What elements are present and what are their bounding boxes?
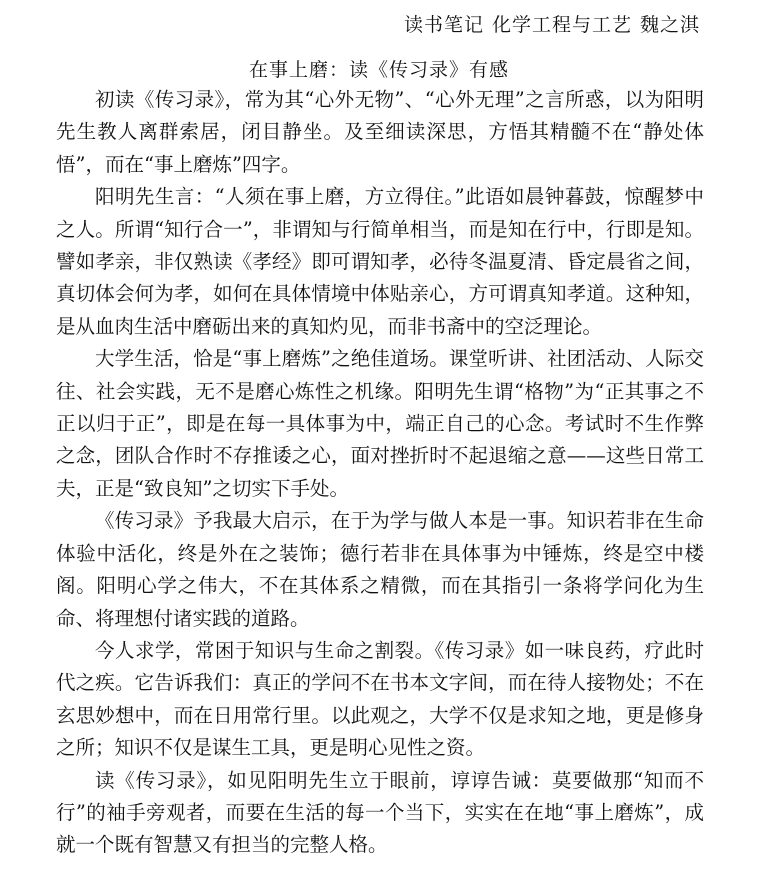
header-author: 魏之淇 (639, 14, 700, 36)
paragraph-3: 大学生活，恰是“事上磨炼”之绝佳道场。课堂听讲、社团活动、人际交往、社会实践，无不是磨心炼性之机缘。阳明先生谓“格物”为“正其事之不正以归于正”，即是在每一具体事为中，端正自己的心念。考试时不生作弊之念，团队合作时不存推诿之心，面对挫折时不起退缩之意——这些日常工夫，正是“致良知”之切实下手处。 (56, 347, 704, 500)
paragraph-6: 读《传习录》，如见阳明先生立于眼前，谆谆告诫：莫要做那“知而不行”的袖手旁观者，而要在生活的每一个当下，实实在在地“事上磨炼”，成就一个既有智慧又有担当的完整人格。 (56, 768, 704, 857)
paragraph-1: 初读《传习录》，常为其“心外无物”、“心外无理”之言所惑，以为阳明先生教人离群索居，闭目静坐。及至细读深思，方悟其精髓不在“静处体悟”，而在“事上磨炼”四字。 (56, 88, 704, 176)
essay-title: 在事上磨：读《传习录》有感 (248, 59, 509, 81)
header-course: 化学工程与工艺 (491, 14, 632, 36)
essay-body (56, 84, 704, 862)
header-series: 读书笔记 (403, 14, 484, 36)
page-header (404, 10, 700, 37)
paragraph-2: 阳明先生言：“人须在事上磨，方立得住。”此语如晨钟暮鼓，惊醒梦中之人。所谓“知行合一”，非谓知与行简单相当，而是知在行中，行即是知。譬如孝亲，非仅熟读《孝经》即可谓知孝，必待冬温夏清、昏定晨省之间，真切体会何为孝，如何在具体情境中体贴亲心，方可谓真知孝道。这种知，是从血肉生活中磨砺出来的真知灼见，而非书斋中的空泛理论。 (56, 185, 704, 338)
paragraph-4: 《传习录》予我最大启示，在于为学与做人本是一事。知识若非在生命体验中活化，终是外在之装饰；德行若非在具体事为中锤炼，终是空中楼阁。阳明心学之伟大，不在其体系之精微，而在其指引一条将学问化为生命、将理想付诸实践的道路。 (56, 509, 704, 630)
paragraph-5: 今人求学，常困于知识与生命之割裂。《传习录》如一味良药，疗此时代之疾。它告诉我们：真正的学问不在书本文字间，而在待人接物处；不在玄思妙想中，而在日用常行里。以此观之，大学不仅是求知之地，更是修身之所；知识不仅是谋生工具，更是明心见性之资。 (56, 638, 704, 760)
